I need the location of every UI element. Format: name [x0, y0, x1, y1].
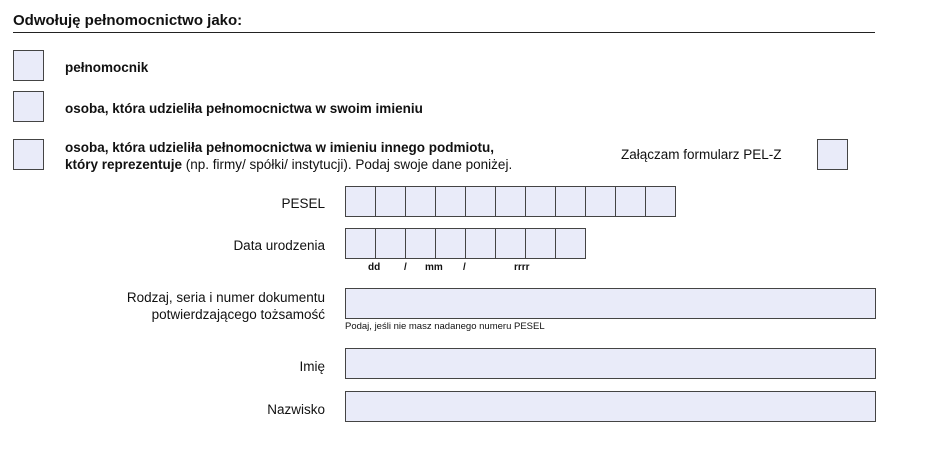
pesel-digit-3[interactable]	[406, 187, 436, 216]
pesel-digit-4[interactable]	[436, 187, 466, 216]
date-hint-month: mm	[425, 262, 443, 273]
pesel-digit-7[interactable]	[526, 187, 556, 216]
first-name-label: Imię	[299, 359, 325, 374]
pesel-digit-10[interactable]	[616, 187, 646, 216]
birth-date-digit-6[interactable]	[496, 229, 526, 258]
birth-date-digit-4[interactable]	[436, 229, 466, 258]
id-document-label	[127, 289, 325, 323]
option-label-line1: osoba, która udzieliła pełnomocnictwa w imieniu innego podmiotu,	[65, 140, 495, 155]
option-label-line2-bold: który reprezentuje	[65, 157, 183, 172]
last-name-label: Nazwisko	[267, 402, 325, 417]
pesel-digit-6[interactable]	[496, 187, 526, 216]
birth-date-input	[345, 228, 586, 259]
id-document-label-line2: potwierdzającego tożsamość	[151, 307, 325, 322]
option-label-line2-normal: (np. firmy/ spółki/ instytucji). Podaj swoje dane poniżej.	[182, 157, 513, 172]
pesel-digit-8[interactable]	[556, 187, 586, 216]
pesel-digit-1[interactable]	[346, 187, 376, 216]
option-label-line2	[65, 156, 512, 173]
first-name-field[interactable]	[345, 348, 876, 379]
option-label-principal-other-entity	[65, 139, 512, 173]
pesel-digit-2[interactable]	[376, 187, 406, 216]
date-hint-separator: /	[404, 262, 407, 273]
pesel-digit-11[interactable]	[646, 187, 676, 216]
option-label-principal-own-name: osoba, która udzieliła pełnomocnictwa w swoim imieniu	[65, 101, 423, 116]
checkbox-principal-other-entity[interactable]	[13, 139, 44, 170]
checkbox-attach-pel-z[interactable]	[817, 139, 848, 170]
birth-date-digit-3[interactable]	[406, 229, 436, 258]
pesel-input	[345, 186, 676, 217]
date-hint-day: dd	[368, 262, 381, 273]
id-document-label-line1: Rodzaj, seria i numer dokumentu	[126, 290, 325, 305]
attach-pel-z-label: Załączam formularz PEL-Z	[621, 147, 782, 162]
birth-date-digit-5[interactable]	[466, 229, 496, 258]
date-hint-separator: /	[463, 262, 466, 273]
checkbox-proxy[interactable]	[13, 50, 44, 81]
date-hint-year: rrrr	[514, 262, 530, 273]
pesel-label: PESEL	[281, 196, 325, 211]
birth-date-digit-7[interactable]	[526, 229, 556, 258]
option-label-proxy: pełnomocnik	[65, 60, 149, 75]
pesel-digit-5[interactable]	[466, 187, 496, 216]
birth-date-digit-8[interactable]	[556, 229, 586, 258]
birth-date-label: Data urodzenia	[233, 238, 325, 253]
last-name-field[interactable]	[345, 391, 876, 422]
id-document-field[interactable]	[345, 288, 876, 319]
checkbox-principal-own-name[interactable]	[13, 91, 44, 122]
section-title: Odwołuję pełnomocnictwo jako:	[13, 11, 875, 33]
birth-date-digit-2[interactable]	[376, 229, 406, 258]
birth-date-digit-1[interactable]	[346, 229, 376, 258]
pesel-digit-9[interactable]	[586, 187, 616, 216]
id-document-note: Podaj, jeśli nie masz nadanego numeru PESEL	[345, 321, 545, 332]
